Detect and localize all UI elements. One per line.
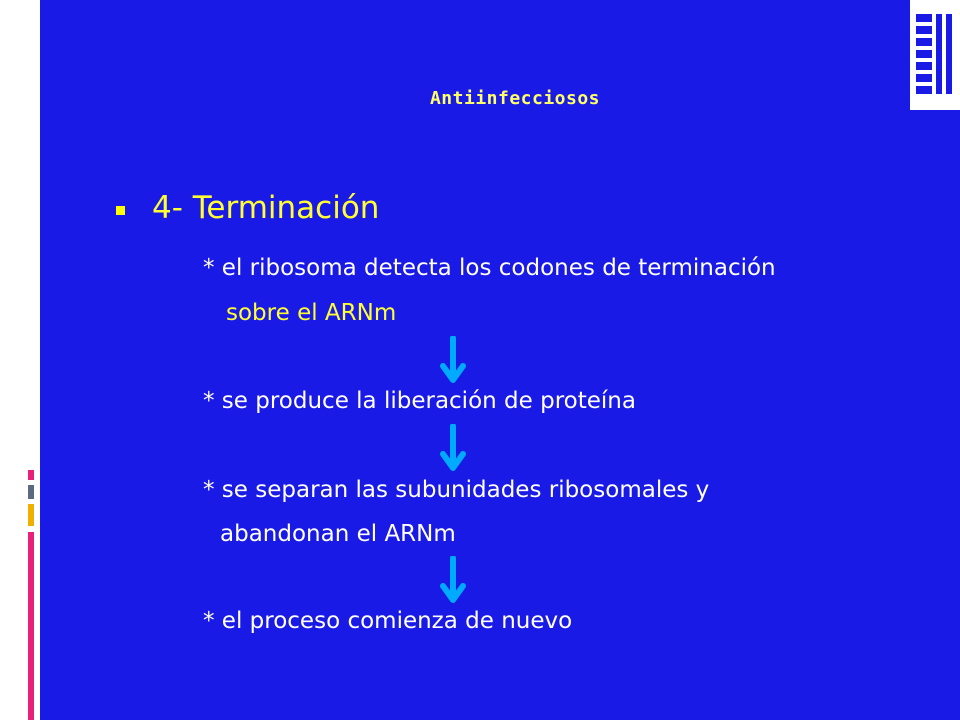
arrow-down-icon xyxy=(438,336,468,386)
arrow-down-icon xyxy=(438,424,468,474)
text-line-3: * se produce la liberación de proteína xyxy=(203,388,636,414)
section-heading: 4- Terminación xyxy=(152,190,380,226)
text-line-1: * el ribosoma detecta los codones de terminación xyxy=(203,255,776,281)
slide-title: Antiinfecciosos xyxy=(429,88,601,109)
text-line-6: * el proceso comienza de nuevo xyxy=(203,608,573,634)
stripe-top-white xyxy=(28,0,34,470)
text-line-4: * se separan las subunidades ribosomales y xyxy=(203,477,710,503)
stripe-bottom-pink xyxy=(28,532,34,720)
text-line-5: abandonan el ARNm xyxy=(220,521,456,547)
arrow-down-icon xyxy=(438,556,468,606)
square-bullet-icon xyxy=(116,206,125,215)
stripe-accent-gray xyxy=(28,485,34,499)
stripe-accent-pink xyxy=(28,470,34,480)
stripe-accent-yellow xyxy=(28,504,34,526)
text-line-2: sobre el ARNm xyxy=(226,300,397,326)
